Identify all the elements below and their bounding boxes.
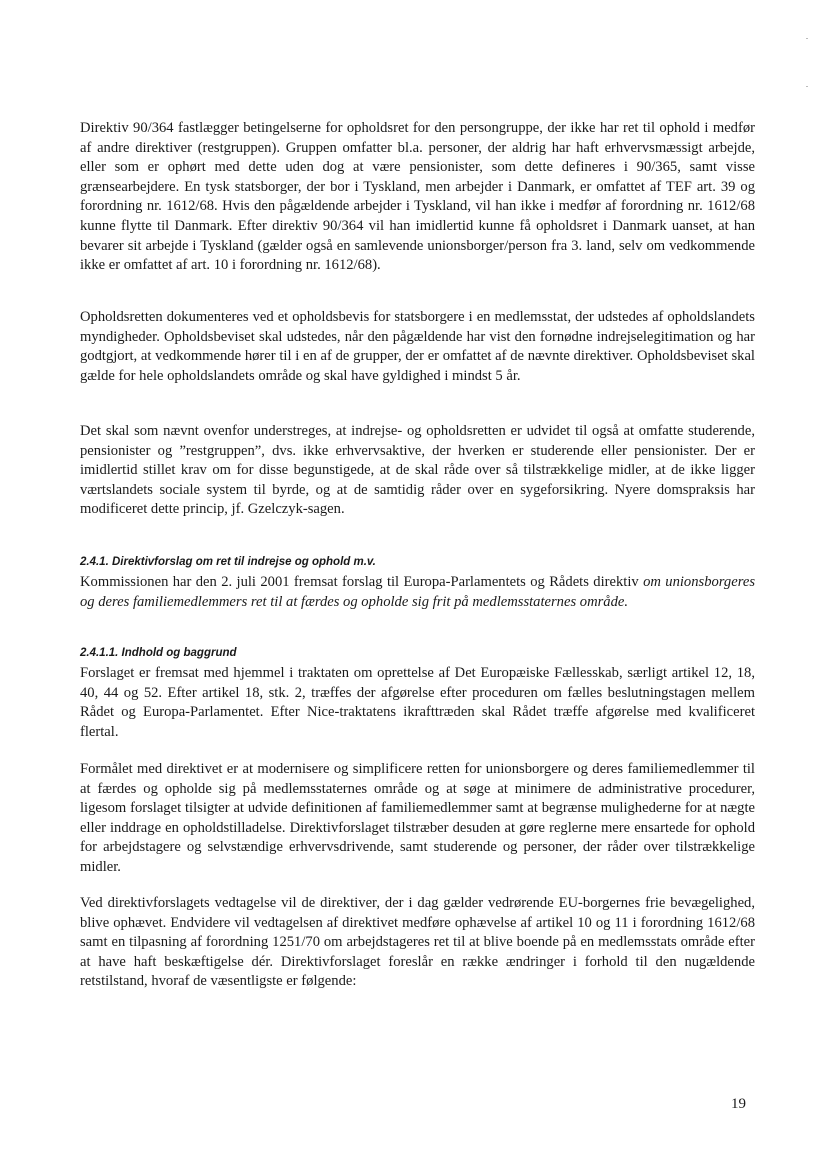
directive-title: om unionsborgeres og deres familiemedlemmers ret til at færdes og opholde sig frit på medlemsstaternes område. bbox=[80, 574, 755, 610]
section-heading-2-4-1: 2.4.1. Direktivforslag om ret til indrejse og ophold m.v. bbox=[80, 556, 376, 568]
paragraph-restgruppen: Direktiv 90/364 fastlægger betingelserne for opholdsret for den persongruppe, der ikke har ret til ophold i medfør af andre direktiver (restgruppen). Gruppen omfatter bl.a. personer, der aldrig har haft erhvervsmæssigt arbejde, eller som er ophørt med dette uden dog at være pensionister, som dette defineres i 90/365, samt visse grænsearbejdere. En tysk statsborger, der bor i Tyskland, men arbejder i Danmark, er omfattet af TEF art. 39 og forordning nr. 1612/68. Hvis den pågældende arbejder i Tyskland, vil han ikke i medfør af forordning nr. 1612/68 kunne flytte til Danmark. Efter direktiv 90/364 vil han imidlertid kunne få opholdsret i Danmark uanset, at han bevarer sit arbejde i Tyskland (gælder også en samlevende unionsborger/person fra 3. land, selv om vedkommende ikke er omfattet af art. 10 i forordning nr. 1612/68). bbox=[80, 120, 755, 274]
scan-speck bbox=[806, 38, 808, 39]
paragraph-kommissionen-plain: Kommissionen har den 2. juli 2001 fremsat forslag til Europa-Parlamentets og Rådets direktiv bbox=[80, 574, 644, 590]
paragraph-opholdsbevis: Opholdsretten dokumenteres ved et opholdsbevis for statsborgere i en medlemsstat, der udstedes af opholdslandets myndigheder. Opholdsbeviset skal udstedes, når den pågældende har vist den fornødne indrejselegitimation og har godtgjort, at vedkommende hører til i en af de grupper, der er omfattet af de nævnte direktiver. Opholdsbeviset skal gælde for hele opholdslandets område og skal have gyldighed i mindst 5 år. bbox=[80, 309, 755, 384]
paragraph-hjemmel: Forslaget er fremsat med hjemmel i traktaten om oprettelse af Det Europæiske Fællesskab, særligt artikel 12, 18, 40, 44 og 52. Efter artikel 18, stk. 2, træffes der afgørelse efter proceduren om fælles beslutningstagen mellem Rådet og Europa-Parlamentet. Efter Nice-traktatens ikrafttræden skal Rådet træffe afgørelse med kvalificeret flertal. bbox=[80, 665, 755, 740]
paragraph-vedtagelse: Ved direktivforslagets vedtagelse vil de direktiver, der i dag gælder vedrørende EU-borgernes frie bevægelighed, blive ophævet. Endvidere vil vedtagelsen af direktivet medføre ophævelse af artikel 10 og 11 i forordning 1612/68 samt en tilpasning af forordning 1251/70 om arbejdstageres ret til at blive boende på en medlemsstats område efter at have haft beskæftigelse dér. Direktivforslaget foreslår en række ændringer i forhold til den nugældende retstilstand, hvoraf de væsentligste er følgende: bbox=[80, 895, 755, 990]
paragraph-udvidet-ret: Det skal som nævnt ovenfor understreges, at indrejse- og opholdsretten er udvidet til også at omfatte studerende, pensionister og ”restgruppen”, dvs. ikke erhvervsaktive, der hverken er studerende eller pensionister. Der er imidlertid stillet krav om for disse begunstigede, at de skal råde over så tilstrækkelige midler, at de ikke ligger værtslandets sociale system til byrde, og at de samtidig råder over en sygeforsikring. Nyere domspraksis har modificeret dette princip, jf. Gzelczyk-sagen. bbox=[80, 423, 755, 518]
page-number: 19 bbox=[731, 1096, 746, 1112]
paragraph-kommissionen bbox=[80, 573, 755, 612]
section-heading-2-4-1-1: 2.4.1.1. Indhold og baggrund bbox=[80, 647, 237, 659]
scan-speck bbox=[806, 86, 808, 87]
paragraph-formaal: Formålet med direktivet er at modernisere og simplificere retten for unionsborgere og deres familiemedlemmer til at færdes og opholde sig på medlemsstaternes område og at søge at minimere de administrative procedurer, ligesom forslaget tilsigter at udvide definitionen af familiemedlemmer samt at begrænse mulighederne for at nægte eller inddrage en opholdstilladelse. Direktivforslaget tilstræber desuden at gøre reglerne mere ensartede for ophold for arbejdstagere og selvstændige erhvervsdrivende, samt studerende og personer, der råder over tilstrækkelige midler. bbox=[80, 761, 755, 875]
